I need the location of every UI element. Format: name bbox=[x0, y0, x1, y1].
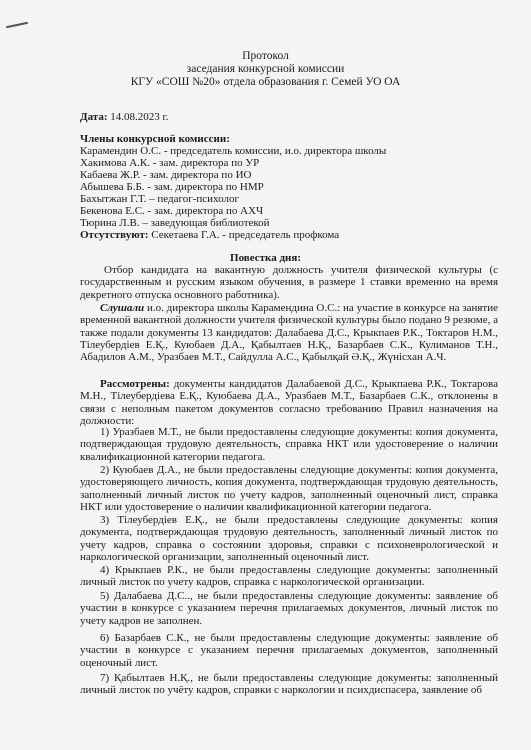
list-item: 3) Тілеубердіев Е.Қ., не были предоставлены следующие документы: копия документа, подтверждающая трудовую деятельность, заполненный личный листок по учету кадров, справка о состоянии здоровья, справки с психоневрологической и наркологической организации, заполненный оценочный лист. bbox=[80, 514, 498, 563]
date-value: 14.08.2023 г. bbox=[110, 111, 169, 123]
absent-line bbox=[80, 229, 339, 241]
absent-label: Отсутствуют: bbox=[80, 229, 149, 241]
member-line: Карамендин О.С. - председатель комиссии, и.о. директора школы bbox=[80, 145, 387, 157]
list-item: 4) Крыкпаев Р.К., не были предоставлены следующие документы: заполненный личный листок по учету кадров, справка с наркологической организации. bbox=[80, 564, 498, 589]
date-line bbox=[80, 111, 169, 123]
member-line: Кабаева Ж.Р. - зам. директора по ИО bbox=[80, 169, 252, 181]
reviewed-paragraph bbox=[80, 378, 498, 427]
absent-value: Секетаева Г.А. - председатель профкома bbox=[151, 229, 340, 241]
scan-mark bbox=[6, 22, 28, 29]
list-item: 5) Далабаева Д.С.., не были предоставлены следующие документы: заявление об участии в конкурсе с указанием перечня прилагаемых документов, личный листок по учету кадров не заполнен. bbox=[80, 590, 498, 627]
agenda-heading: Повестка дня: bbox=[230, 252, 301, 264]
date-label: Дата: bbox=[80, 111, 108, 123]
list-item: 6) Базарбаев С.К., не были предоставлены следующие документы: заявление об участии в конкурсе с указанием перечня прилагаемых документов, заполненный оценочный лист. bbox=[80, 632, 498, 669]
heard-paragraph bbox=[80, 302, 498, 363]
reviewed-label: Рассмотрены: bbox=[100, 378, 170, 390]
member-line: Бекенова Е.С. - зам. директора по АХЧ bbox=[80, 205, 264, 217]
list-item: 1) Уразбаев М.Т., не были предоставлены следующие документы: копия документа, подтверждающая трудовую деятельность, справка НКТ или удостоверение о наличии квалификационной категории педагога. bbox=[80, 426, 498, 463]
doc-title: Протокол bbox=[242, 50, 289, 62]
members-heading: Члены конкурсной комиссии: bbox=[80, 133, 230, 145]
list-item: 2) Куюбаев Д.А., не были предоставлены следующие документы: копия документа, удостоверяющего личность, копия документа, подтверждающая трудовую деятельность, заполненный личный листок по учету кадров, заполненный оценочный лист, справка НКТ или удостоверение о наличии квалификационной категории педагога. bbox=[80, 464, 498, 513]
doc-organization: КГУ «СОШ №20» отдела образования г. Семей УО ОА bbox=[130, 76, 401, 88]
doc-subtitle: заседания конкурсной комиссии bbox=[186, 63, 345, 75]
list-item: 7) Қабылтаев Н.Қ., не были предоставлены следующие документы: заполненный личный листок по учёту кадров, справки с наркологии и психдиспасера, заявление об bbox=[80, 672, 498, 697]
heard-label: Слушали bbox=[100, 302, 145, 314]
member-line: Хакимова А.К. - зам. директора по УР bbox=[80, 157, 260, 169]
member-line: Тюрина Л.В. – заведующая библиотекой bbox=[80, 217, 270, 229]
member-line: Абышева Б.Б. - зам. директора по НМР bbox=[80, 181, 264, 193]
member-line: Бахытжан Г.Т. – педагог-психолог bbox=[80, 193, 239, 205]
reviewed-text: документы кандидатов Далабаевой Д.С., Крыкпаева Р.К., Токтарова М.Н., Тілеубердіева Е.Қ., Куюбаева Д.А., Уразбаев М.Т., Базарбаев С.К., отклонены в связи с неполным пакетом документов согласно требованию Правил назначения на должности: bbox=[80, 378, 498, 427]
heard-text: и.о. директора школы Карамендина О.С.: на участие в конкурсе на занятие временной вакантной должности учителя физической культуры было подано 9 резюме, а также подали документы 13 кандидатов: Далабаева Д.С., Крыкпаев Р.К., Токтаров Н.М., Тілеубердіев Е.Қ., Куюбаев Д.А., Қабылтаев Н.Қ., Базарбаев С.К., Кулиманов Т.Н., Абадилов А.М., Уразбаев М.Т., Сайдулла А.С., Қабылқай Ә.Қ., Жүнісхан А.Ч. bbox=[80, 302, 498, 364]
agenda-text: Отбор кандидата на вакантную должность учителя физической культуры (с государственным и русским языком обучения, в размере 1 ставки временно на время декретного отпуска основного работника). bbox=[80, 264, 498, 301]
